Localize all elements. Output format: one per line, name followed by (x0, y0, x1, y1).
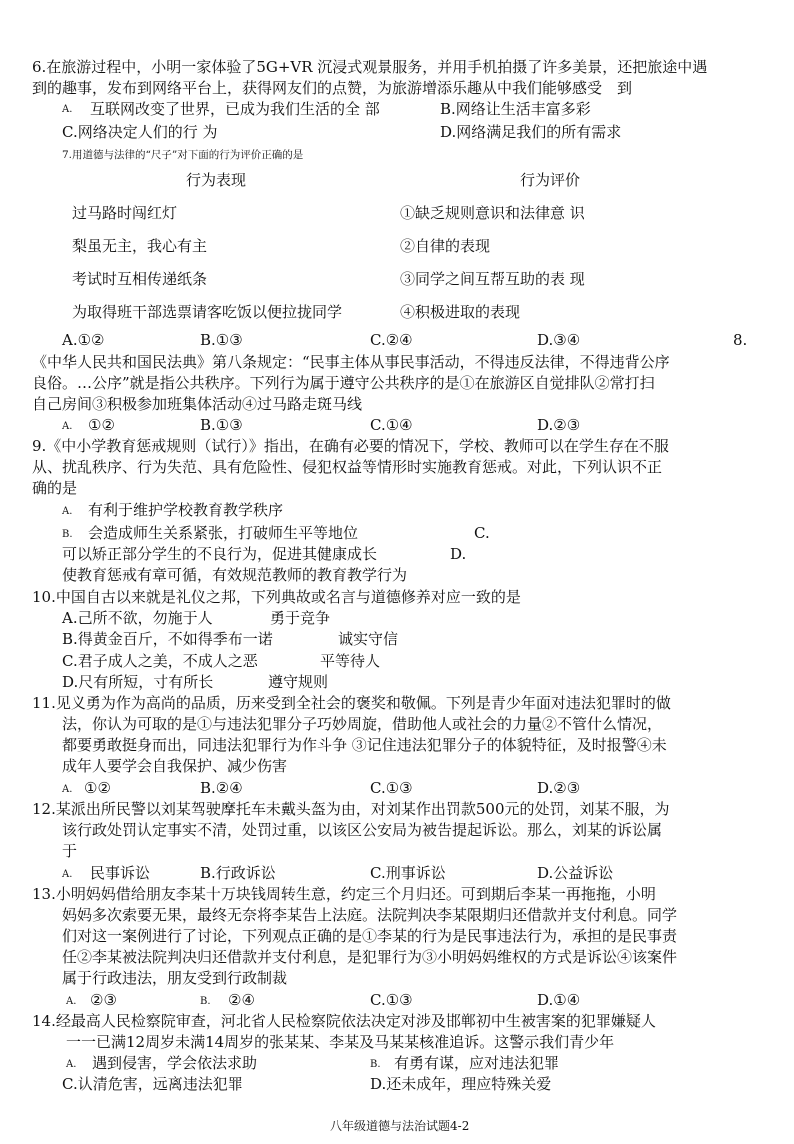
q7-row-4-behavior: 为取得班干部选票请客吃饭以便拉拢同学 (72, 303, 343, 321)
q14-option-c: C.认清危害，远离违法犯罪 (62, 1075, 243, 1093)
q13-stem-line-5: 属于行政违法，朋友受到行政制裁 (62, 969, 288, 987)
q7-row-3-evaluation: ③同学之间互帮互助的表 现 (400, 270, 585, 288)
q7-row-2-behavior: 梨虽无主，我心有主 (72, 237, 208, 255)
q7-option-a: A.①② (62, 331, 105, 349)
q8-stem-line-1: 《中华人民共和国民法典》第八条规定：“民事主体从事民事活动，不得违反法律，不得违背公序 (32, 353, 670, 371)
q11-option-d: D.②③ (537, 779, 581, 797)
q13-option-a-letter: A. (66, 996, 77, 1007)
page-footer: 八年级道德与法治试题4-2 (330, 1119, 470, 1133)
q13-option-b-letter: B. (200, 996, 211, 1007)
q9-option-c-letter: C. (474, 524, 490, 542)
q9-option-d-letter: D. (450, 545, 467, 563)
q14-option-b-letter: B. (370, 1059, 381, 1070)
q6-option-b: B.网络让生活丰富多彩 (440, 100, 591, 118)
q10-option-c: C.君子成人之美，不成人之恶 (62, 652, 258, 670)
q7-option-b: B.①③ (200, 331, 243, 349)
q7-row-1-evaluation: ①缺乏规则意识和法律意 识 (400, 204, 585, 222)
q6-option-a: 互联网改变了世界，已成为我们生活的全 部 (90, 100, 380, 118)
q13-stem-line-4: 任②李某被法院判决归还借款并支付利息，是犯罪行为③小明妈妈维权的方式是诉讼④该案件 (62, 948, 678, 966)
q10-stem: 10.中国自古以来就是礼仪之邦，下列典故或名言与道德修养对应一致的是 (32, 588, 521, 606)
q8-option-b: B.①③ (200, 416, 243, 434)
q13-option-b: ②④ (228, 991, 255, 1009)
q12-option-a: 民事诉讼 (90, 864, 151, 882)
q7-option-c: C.②④ (370, 331, 413, 349)
q9-option-a: 有利于维护学校教育教学秩序 (88, 501, 284, 519)
q12-option-c: C.刑事诉讼 (370, 864, 446, 882)
q9-stem-line-1: 9.《中小学教育惩戒规则（试行）》指出，在确有必要的情况下，学校、教师可以在学生存在不服 (32, 437, 669, 455)
q13-stem-line-1: 13.小明妈妈借给朋友李某十万块钱周转生意，约定三个月归还。可到期后李某一再拖拖，小明 (32, 885, 656, 903)
q11-option-a: ①② (84, 779, 111, 797)
q8-option-d: D.②③ (537, 416, 581, 434)
q10-option-d-right: 遵守规则 (268, 673, 329, 691)
q6-option-c: C.网络决定人们的行 为 (62, 123, 218, 141)
q7-header-behavior: 行为表现 (186, 171, 247, 189)
q10-option-b-right: 诚实守信 (338, 630, 399, 648)
q6-option-d: D.网络满足我们的所有需求 (440, 123, 622, 141)
q11-stem-line-4: 成年人要学会自我保护、减少伤害 (62, 757, 288, 775)
q14-stem-line-2: 一一已满12周岁未满14周岁的张某某、李某及马某某核准追诉。这警示我们青少年 (66, 1033, 615, 1051)
q13-option-d: D.①④ (537, 991, 581, 1009)
q13-option-a: ②③ (90, 991, 117, 1009)
q8-stem-line-2: 良俗。…公序”就是指公共秩序。下列行为属于遵守公共秩序的是①在旅游区自觉排队②常打扫 (32, 374, 655, 392)
q10-option-c-right: 平等待人 (320, 652, 381, 670)
q12-stem-line-3: 于 (62, 842, 78, 860)
q7-row-2-evaluation: ②自律的表现 (400, 237, 491, 255)
q14-option-b: 有勇有谋，应对违法犯罪 (394, 1054, 560, 1072)
q9-option-c: 可以矫正部分学生的不良行为，促进其健康成长 (62, 545, 378, 563)
q11-option-b: B.②④ (200, 779, 243, 797)
q9-stem-line-2: 从、扰乱秩序、行为失范、具有危险性、侵犯权益等情形时实施教育惩戒。对此，下列认识不正 (32, 458, 663, 476)
q10-option-d: D.尺有所短，寸有所长 (62, 673, 214, 691)
q13-option-c: C.①③ (370, 991, 413, 1009)
q8-option-a: ①② (88, 416, 115, 434)
q11-stem-line-1: 11.见义勇为作为高尚的品质，历来受到全社会的褒奖和敬佩。下列是青少年面对违法犯罪时的做 (32, 694, 671, 712)
q9-option-b: 会造成师生关系紧张，打破师生平等地位 (88, 524, 359, 542)
q7-option-d: D.③④ (537, 331, 581, 349)
q11-option-a-letter: A. (62, 784, 73, 795)
q10-option-a-right: 勇于竞争 (270, 609, 331, 627)
q6-stem-line-2: 到的趣事，发布到网络平台上，获得网友们的点赞，为旅游增添乐趣从中我们能够感受 到 (32, 79, 633, 97)
q9-stem-line-3: 确的是 (32, 479, 78, 497)
q12-option-a-letter: A. (62, 869, 73, 880)
q10-option-b: B.得黄金百斤，不如得季布一诺 (62, 630, 273, 648)
q7-header-evaluation: 行为评价 (520, 171, 581, 189)
q8-option-a-letter: A. (62, 421, 73, 432)
q8-option-c: C.①④ (370, 416, 413, 434)
q7-row-4-evaluation: ④积极进取的表现 (400, 303, 521, 321)
q9-option-d: 使教育惩戒有章可循，有效规范教师的教育教学行为 (62, 566, 408, 584)
q9-option-b-letter: B. (62, 529, 73, 540)
q6-stem-line-1: 6.在旅游过程中，小明一家体验了5G+VR 沉浸式观景服务，并用手机拍摄了许多美景，还把旅途中遇 (32, 58, 708, 76)
q14-option-d: D.还未成年，理应特殊关爱 (370, 1075, 552, 1093)
q7-row-3-behavior: 考试时互相传递纸条 (72, 270, 208, 288)
q12-option-b: B.行政诉讼 (200, 864, 276, 882)
q8-stem-line-3: 自己房间③积极参加班集体活动④过马路走斑马线 (32, 395, 363, 413)
q11-stem-line-2: 法，你认为可取的是①与违法犯罪分子巧妙周旋，借助他人或社会的力量②不管什么情况， (62, 715, 663, 733)
q14-option-a: 遇到侵害，学会依法求助 (92, 1054, 258, 1072)
q6-option-a-letter: A. (62, 104, 73, 115)
q14-option-a-letter: A. (66, 1059, 77, 1070)
q11-option-c: C.①③ (370, 779, 413, 797)
q9-option-a-letter: A. (62, 506, 73, 517)
q12-stem-line-1: 12.某派出所民警以刘某驾驶摩托车未戴头盔为由，对刘某作出罚款500元的处罚，刘某不服，为 (32, 800, 670, 818)
q8-number: 8. (733, 331, 748, 349)
q12-stem-line-2: 该行政处罚认定事实不清，处罚过重，以该区公安局为被告提起诉讼。那么，刘某的诉讼属 (62, 821, 663, 839)
q7-row-1-behavior: 过马路时闯红灯 (72, 204, 178, 222)
q7-stem: 7.用道德与法律的“尺子”对下面的行为评价正确的是 (62, 149, 304, 161)
q13-stem-line-2: 妈妈多次索要无果，最终无奈将李某告上法庭。法院判决李某限期归还借款并支付利息。同学 (62, 906, 678, 924)
q14-stem-line-1: 14.经最高人民检察院审查，河北省人民检察院依法决定对涉及邯郸初中生被害案的犯罪嫌疑人 (32, 1012, 656, 1030)
q10-option-a: A.己所不欲，勿施于人 (62, 609, 213, 627)
q11-stem-line-3: 都要勇敢挺身而出，同违法犯罪行为作斗争 ③记住违法犯罪分子的体貌特征，及时报警④未 (62, 736, 667, 754)
q12-option-d: D.公益诉讼 (537, 864, 614, 882)
q13-stem-line-3: 们对这一案例进行了讨论，下列观点正确的是①李某的行为是民事违法行为，承担的是民事责 (62, 927, 678, 945)
